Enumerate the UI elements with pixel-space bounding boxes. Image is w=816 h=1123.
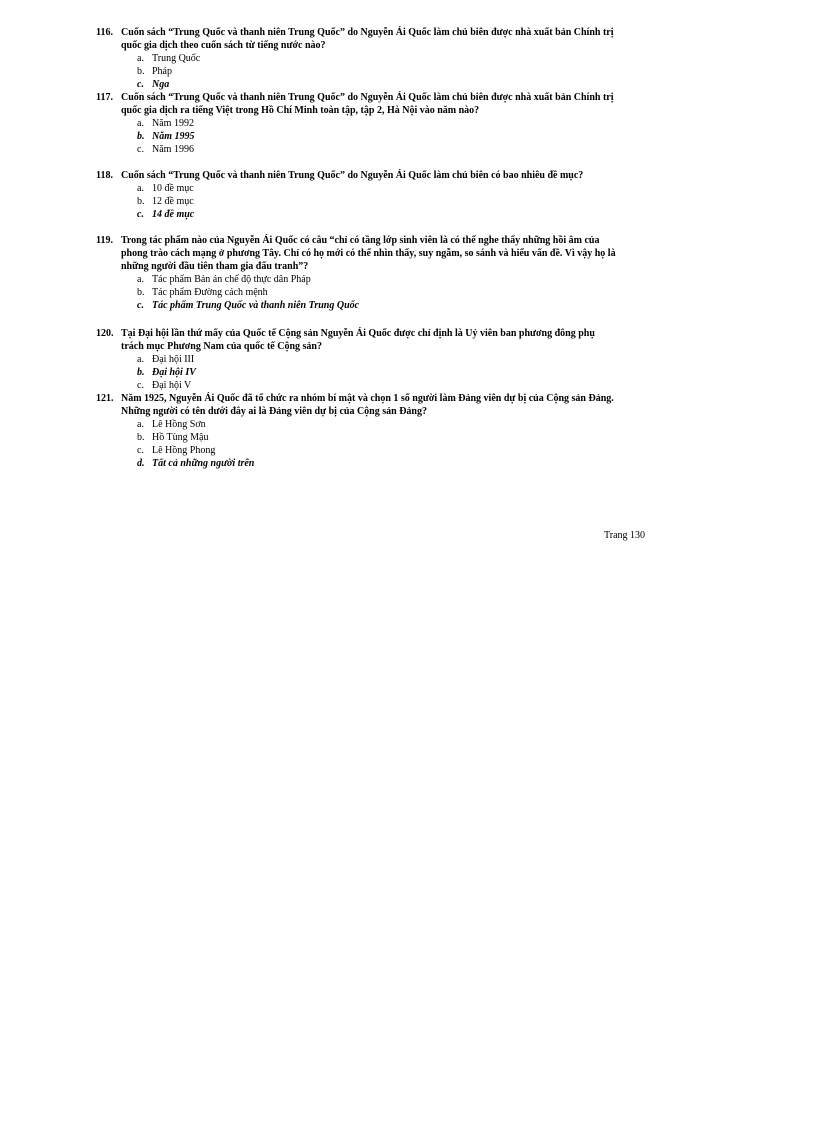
option-text: Năm 1996 <box>152 144 194 155</box>
option-text: Hồ Tùng Mậu <box>152 432 209 443</box>
question-119 <box>96 234 616 312</box>
option-text: Lê Hồng Phong <box>152 445 216 456</box>
question-text: Cuốn sách “Trung Quốc và thanh niên Trung Quốc” do Nguyễn Ái Quốc làm chủ biên có bao nhiêu đề mục? <box>121 170 584 181</box>
option-text: Trung Quốc <box>152 53 201 64</box>
option-label: b. <box>137 196 145 207</box>
option-label: c. <box>137 209 144 220</box>
option-label: c. <box>137 144 144 155</box>
option-label: a. <box>137 354 144 365</box>
answer-options <box>137 52 616 91</box>
answer-options <box>137 418 616 470</box>
option-label: a. <box>137 183 144 194</box>
option-label: b. <box>137 432 145 443</box>
question-117 <box>96 91 616 156</box>
option-text: Nga <box>152 79 170 90</box>
option-label: d. <box>137 458 145 469</box>
answer-option <box>137 182 616 195</box>
option-text: Đại hội IV <box>152 367 196 378</box>
question-116 <box>96 26 616 91</box>
answer-options <box>137 273 616 312</box>
answer-option-correct <box>137 130 616 143</box>
question-text: Tại Đại hội lần thứ mấy của Quốc tế Cộng sản Nguyễn Ái Quốc được chỉ định là Uỷ viên ban phương đông phụ trách mục Phương Nam của quốc tế Cộng sản? <box>121 328 595 352</box>
answer-option-correct <box>137 208 616 221</box>
option-label: a. <box>137 419 144 430</box>
option-label: b. <box>137 131 145 142</box>
answer-option <box>137 431 616 444</box>
option-text: 14 đề mục <box>152 209 195 220</box>
answer-option <box>137 353 616 366</box>
answer-option <box>137 143 616 156</box>
answer-option <box>137 286 616 299</box>
option-label: a. <box>137 53 144 64</box>
option-label: c. <box>137 79 144 90</box>
option-text: 12 đề mục <box>152 196 194 207</box>
answer-option-correct <box>137 457 616 470</box>
option-text: Tác phẩm Đường cách mệnh <box>152 287 268 298</box>
option-text: 10 đề mục <box>152 183 194 194</box>
option-label: b. <box>137 287 145 298</box>
option-label: b. <box>137 66 145 77</box>
answer-option <box>137 379 616 392</box>
answer-option <box>137 418 616 431</box>
question-number: 120. <box>96 328 114 339</box>
answer-option <box>137 273 616 286</box>
answer-option-correct <box>137 366 616 379</box>
question-text: Cuốn sách “Trung Quốc và thanh niên Trung Quốc” do Nguyễn Ái Quốc làm chủ biên được nhà xuất bản Chính trị quốc gia dịch theo cuốn sách từ tiếng nước nào? <box>121 27 614 51</box>
option-label: a. <box>137 118 144 129</box>
question-120 <box>96 327 616 392</box>
question-text: Trong tác phẩm nào của Nguyễn Ái Quốc có câu “chỉ có tầng lớp sinh viên là có thể nghe thấy những hồi âm của phong trào cách mạng ở phương Tây. Chỉ có họ mới có thể nhìn thấy, suy ngẫm, so sánh và hiểu vấn đề. Vì vậy họ là những người đầu tiên tham gia đấu tranh”? <box>121 235 616 272</box>
option-text: Pháp <box>152 66 172 77</box>
question-number: 117. <box>96 92 113 103</box>
question-121 <box>96 392 616 470</box>
answer-option-correct <box>137 299 616 312</box>
answer-option <box>137 117 616 130</box>
option-label: a. <box>137 274 144 285</box>
option-text: Năm 1992 <box>152 118 194 129</box>
option-label: c. <box>137 380 144 391</box>
option-text: Đại hội V <box>152 380 192 391</box>
option-label: c. <box>137 300 144 311</box>
option-text: Tác phẩm Bản án chế độ thực dân Pháp <box>152 274 311 285</box>
option-label: b. <box>137 367 145 378</box>
question-number: 118. <box>96 170 113 181</box>
answer-option <box>137 52 616 65</box>
question-number: 116. <box>96 27 113 38</box>
answer-options <box>137 117 616 156</box>
option-text: Tất cả những người trên <box>152 458 255 469</box>
option-label: c. <box>137 445 144 456</box>
answer-option <box>137 65 616 78</box>
answer-option <box>137 444 616 457</box>
option-text: Năm 1995 <box>152 131 195 142</box>
page-number: Trang 130 <box>604 530 646 541</box>
answer-options <box>137 353 616 392</box>
question-number: 121. <box>96 393 114 404</box>
option-text: Lê Hồng Sơn <box>152 419 206 430</box>
question-118 <box>96 169 616 221</box>
answer-option-correct <box>137 78 616 91</box>
answer-options <box>137 182 616 221</box>
question-text: Cuốn sách “Trung Quốc và thanh niên Trung Quốc” do Nguyễn Ái Quốc làm chủ biên được nhà xuất bản Chính trị quốc gia dịch ra tiếng Việt trong Hồ Chí Minh toàn tập, tập 2, Hà Nội vào năm nào? <box>121 92 614 116</box>
option-text: Tác phẩm Trung Quốc và thanh niên Trung Quốc <box>152 300 360 311</box>
question-text: Năm 1925, Nguyễn Ái Quốc đã tổ chức ra nhóm bí mật và chọn 1 số người làm Đảng viên dự bị của Cộng sản Đảng. Những người có tên dưới đây ai là Đảng viên dự bị của Cộng sản Đảng? <box>121 393 614 417</box>
option-text: Đại hội III <box>152 354 195 365</box>
answer-option <box>137 195 616 208</box>
question-number: 119. <box>96 235 113 246</box>
